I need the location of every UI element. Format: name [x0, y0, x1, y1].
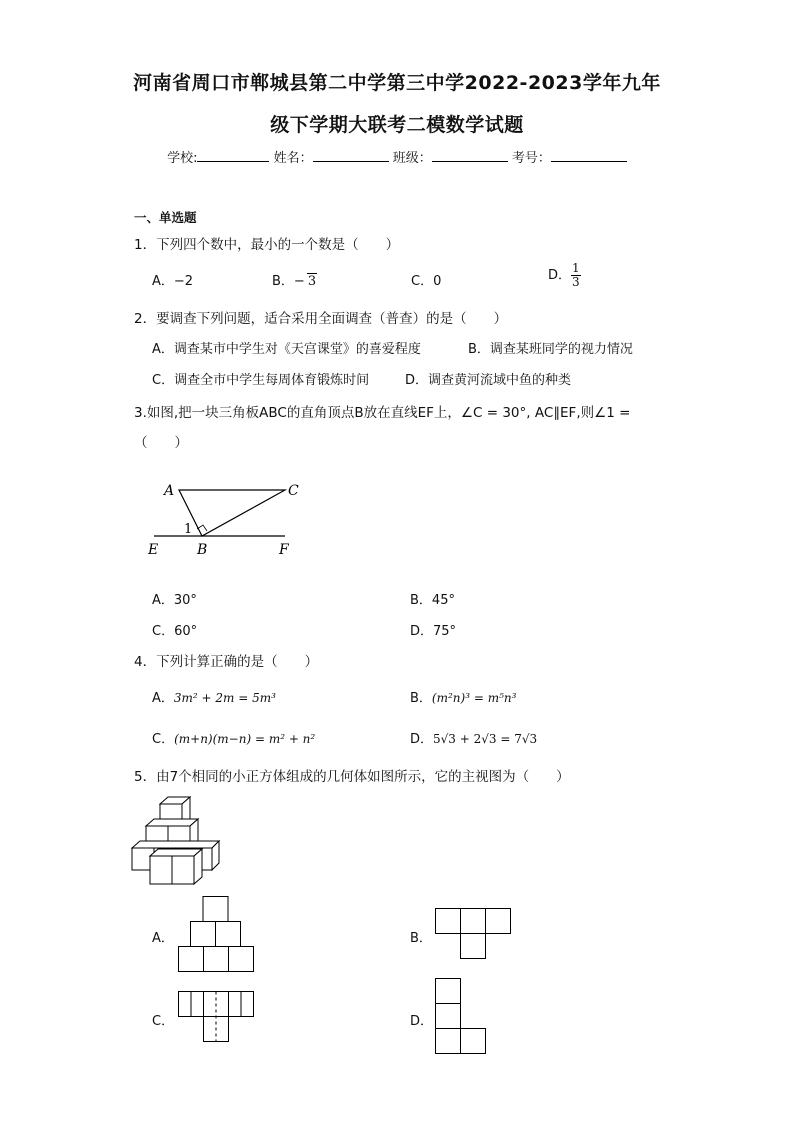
question-4-stem: 4．下列计算正确的是（ ）	[134, 654, 319, 670]
q2-option-b[interactable]: B．调查某班同学的视力情况	[468, 342, 633, 357]
q4-option-b-label: B．	[410, 691, 432, 706]
q4-option-a-label: A．	[152, 691, 174, 706]
q5-option-a-figure	[178, 896, 258, 972]
q3-triangle-figure	[140, 475, 310, 560]
q1-option-b-label: B．−	[272, 274, 305, 289]
q5-cube-figure	[130, 795, 225, 890]
name-blank[interactable]	[313, 148, 389, 162]
q4-option-b-expr: (m²n)³ = m⁵n³	[431, 691, 517, 705]
q5-option-a[interactable]: A．	[152, 931, 174, 946]
q5-option-c-figure	[178, 991, 256, 1043]
q4-option-c[interactable]	[152, 728, 315, 747]
label-e: E	[148, 542, 159, 558]
q3-option-b[interactable]: B．45°	[410, 593, 455, 608]
number-label: 考号：	[511, 151, 551, 166]
q5-option-d[interactable]: D．	[410, 1014, 434, 1029]
student-info-row	[0, 147, 794, 166]
question-3-stem-line2: （ ）	[134, 435, 188, 451]
q5-option-b[interactable]: B．	[410, 931, 432, 946]
q5-option-b-figure	[435, 908, 513, 960]
q4-option-c-expr: (m+n)(m−n) = m² + n²	[174, 732, 316, 746]
q5-option-c[interactable]: C．	[152, 1014, 175, 1029]
q1-option-d-fraction: $\frac{1}{3}$	[572, 261, 580, 289]
class-label: 班级：	[392, 151, 432, 166]
label-b: B	[197, 542, 208, 558]
q3-option-c[interactable]: C．60°	[152, 624, 198, 639]
q3-option-a[interactable]: A．30°	[152, 593, 197, 608]
page-title-line2: 级下学期大联考二模数学试题	[270, 114, 524, 136]
q1-option-b[interactable]	[272, 270, 317, 289]
q2-option-c[interactable]: C．调查全市中学生每周体育锻炼时间	[152, 373, 370, 388]
triangle-abc	[179, 490, 285, 536]
school-label: 学校:	[167, 151, 198, 166]
q1-option-a[interactable]: A．−2	[152, 274, 194, 289]
q1-option-c[interactable]: C．0	[411, 274, 442, 289]
q4-option-d-label: D．	[410, 732, 434, 747]
q4-option-a-expr: 3m² + 2m = 5m³	[173, 691, 276, 705]
q4-option-d-expr: 5√3 + 2√3 = 7√3	[433, 732, 538, 746]
question-3-stem-line1: 3.如图,把一块三角板ABC的直角顶点B放在直线EF上，∠C = 30°, AC∥EF,则∠1 =	[134, 405, 631, 421]
question-2-stem: 2．要调查下列问题，适合采用全面调查（普查）的是（ ）	[134, 311, 508, 327]
class-blank[interactable]	[432, 148, 508, 162]
q5-option-d-figure	[435, 978, 489, 1056]
section-heading: 一、单选题	[134, 210, 197, 225]
name-label: 姓名：	[273, 151, 313, 166]
q4-option-c-label: C．	[152, 732, 175, 747]
label-f: F	[279, 542, 289, 558]
q1-option-d[interactable]	[548, 262, 581, 289]
question-5-stem: 5．由7个相同的小正方体组成的几何体如图所示，它的主视图为（ ）	[134, 769, 570, 785]
q3-option-d[interactable]: D．75°	[410, 624, 457, 639]
q1-option-b-radicand: 3	[307, 274, 317, 289]
page-title-line1: 河南省周口市郸城县第二中学第三中学2022-2023学年九年	[133, 72, 661, 94]
q4-option-a[interactable]	[152, 687, 276, 706]
q1-option-d-label: D．	[548, 268, 572, 283]
q2-option-d[interactable]: D．调查黄河流域中鱼的种类	[405, 373, 572, 388]
number-blank[interactable]	[551, 148, 627, 162]
q4-option-d[interactable]	[410, 728, 537, 747]
label-a: A	[164, 483, 175, 499]
q2-option-a[interactable]: A．调查某市中学生对《天宫课堂》的喜爱程度	[152, 342, 421, 357]
q4-option-b[interactable]	[410, 687, 516, 706]
label-c: C	[288, 483, 299, 499]
school-blank[interactable]	[197, 148, 269, 162]
label-angle-1: 1	[184, 522, 193, 537]
question-1-stem: 1．下列四个数中，最小的一个数是（ ）	[134, 237, 400, 253]
